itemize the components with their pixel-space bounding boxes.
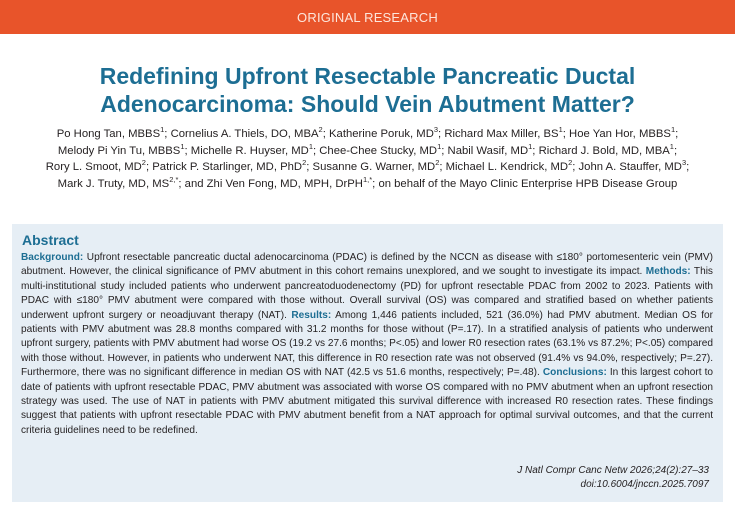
section-banner: [0, 0, 735, 34]
author-name: Melody Pi Yin Tu, MBBS: [57, 144, 181, 157]
author-name: Po Hong Tan, MBBS: [56, 128, 161, 140]
abstract-panel: [12, 224, 723, 502]
author-name: John A. Stauffer, MD: [578, 161, 682, 174]
author-name: Rory L. Smoot, MD: [45, 161, 142, 174]
methods-label: Methods:: [645, 266, 691, 278]
methods-text: This multi-institutional study included patients who underwent pancreatoduodenectomy (PD) for upfront resectable PDAC from 2002 to 2023. Patients with PDAC with ≤180° PMV abutment were compared with those without. Overall survival (OS) was compared and stratified based on whether patients underwent upfront surgery or neoadjuvant therapy (NAT).: [21, 266, 713, 321]
author-line: Melody Pi Yin Tu, MBBS$^1$; Michelle R. Huyser, $MD^1$; Chee-Chee Stucky, $MD^1$; Nabil Wasif, $MD^1$; Richard J. Bold, MD, MBA$^1$;: [57, 141, 678, 157]
author-affiliation: 2: [318, 125, 323, 135]
author-affiliation: 2: [435, 158, 440, 168]
author-affiliation: 2,*: [169, 175, 179, 185]
author-name: and Zhi Ven Fong, MD, MPH, DrPH: [184, 177, 363, 190]
author-name: Mark J. Truty, MD, MS: [57, 177, 170, 190]
results-text: Among 1,446 patients included, 521 (36.0%) had PMV abutment. Median OS for patients with PMV abutment was 28.8 months compared with 31.2 months for those without (P=.17). In a stratified analysis of patients who underwent upfront surgery, patients with PMV abutment had worse OS (19.2 vs 27.6 months; P<.05) and lower R0 resection rates (63.1% vs 87.2%; P<.05) compared with those without. However, in patients who underwent NAT, this difference in R0 resection rate was not observed (91.4% vs 94.0%, respectively; P=.27). Furthermore, there was no significant difference in median OS with NAT (42.5 vs 51.6 months, respectively; P=.48).: [21, 309, 713, 379]
author-affiliation: 1: [437, 141, 442, 151]
author-affiliation: 2: [141, 158, 146, 168]
author-name: Michelle R. Huyser, MD: [190, 144, 309, 157]
author-name: Nabil Wasif, MD: [447, 144, 529, 157]
author-line: Po Hong Tan, MBBS$^1$; Cornelius A. Thiels, DO, MBA$^2$; Katherine Poruk, $MD^3$; Richard Max Miller, $BS^1$; Hoe Yan Hor, MBBS$^1$;: [56, 125, 679, 140]
author-name: Michael L. Kendrick, MD: [445, 161, 569, 174]
background-text: Upfront resectable pancreatic ductal adenocarcinoma (PDAC) is defined by the NCCN as disease with ≤180° portomesenteric vein (PMV) abutment. However, the clinical significance of PMV abutment in this cohort remains unexplored, and we sought to investigate its impact.: [21, 252, 713, 278]
author-name: Susanne G. Warner, MD: [312, 161, 436, 174]
author-affiliation: 1: [180, 141, 185, 151]
results-label: Results:: [291, 309, 332, 321]
author-affiliation: 1: [670, 125, 676, 135]
author-list: [14, 126, 721, 192]
author-name: Richard J. Bold, MD, MBA: [538, 144, 670, 157]
background-label: Background:: [21, 252, 84, 263]
journal-citation: J Natl Compr Canc Netw 2026;24(2):27–33: [517, 465, 709, 476]
doi-link[interactable]: doi:10.6004/jnccn.2025.7097: [580, 479, 709, 490]
abstract-body: [21, 251, 713, 438]
author-affiliation: 2: [568, 158, 573, 168]
author-affiliation: 2: [302, 158, 307, 168]
author-name: Richard Max Miller, BS: [444, 128, 559, 140]
author-affiliation: 1,*: [362, 175, 373, 185]
abstract-heading: Abstract: [22, 232, 79, 248]
author-affiliation: 1: [669, 141, 674, 151]
author-name: Katherine Poruk, MD: [329, 128, 434, 140]
citation: [309, 464, 709, 492]
title-line-1: Redefining Upfront Resectable Pancreatic Ductal: [99, 63, 636, 89]
author-name: Cornelius A. Thiels, DO, MBA: [170, 128, 319, 140]
conclusions-text: In this largest cohort to date of patients with upfront resectable PDAC, PMV abutment was associated with worse OS compared with no PMV abutment when an upfront resection strategy was used. The use of NAT in patients with PMV abutment mitigated this survival difference with increased R0 resection rates. These findings suggest that patients with upfront resectable PDAC with PMV abutment benefit from a NAT approach for optimal survival outcomes, and that the current criteria guidelines need to be redefined.: [21, 367, 713, 436]
author-affiliation: 1: [160, 125, 165, 135]
section-label: ORIGINAL RESEARCH: [297, 9, 438, 25]
author-name: on behalf of the Mayo Clinic Enterprise HPB Disease Group: [378, 177, 678, 190]
author-affiliation: 3: [433, 125, 439, 135]
conclusions-label: Conclusions:: [542, 367, 607, 379]
author-name: Chee-Chee Stucky, MD: [319, 144, 438, 157]
author-name: Hoe Yan Hor, MBBS: [569, 128, 671, 140]
author-line: Rory L. Smoot, $MD^2$; Patrick P. Starlinger, MD, PhD$^2$; Susanne G. Warner, $MD^2$; Michael L. Kendrick, $MD^2$; John A. Stauffer, $MD^3$;: [45, 158, 690, 174]
title-line-2: Adenocarcinoma: Should Vein Abutment Matter?: [100, 91, 635, 117]
author-affiliation: 1: [558, 125, 563, 135]
author-name: Patrick P. Starlinger, MD, PhD: [152, 161, 303, 174]
author-affiliation: 1: [308, 141, 313, 151]
article-title: [20, 62, 715, 118]
author-affiliation: 3: [681, 158, 687, 168]
author-line: Mark J. Truty, MD, $MS^{2,*}$; and Zhi Ven Fong, MD, MPH, DrPH$^{1,*}$; on behalf of the Mayo Clinic Enterprise HPB Disease Group: [57, 175, 678, 190]
author-affiliation: 1: [528, 141, 533, 151]
